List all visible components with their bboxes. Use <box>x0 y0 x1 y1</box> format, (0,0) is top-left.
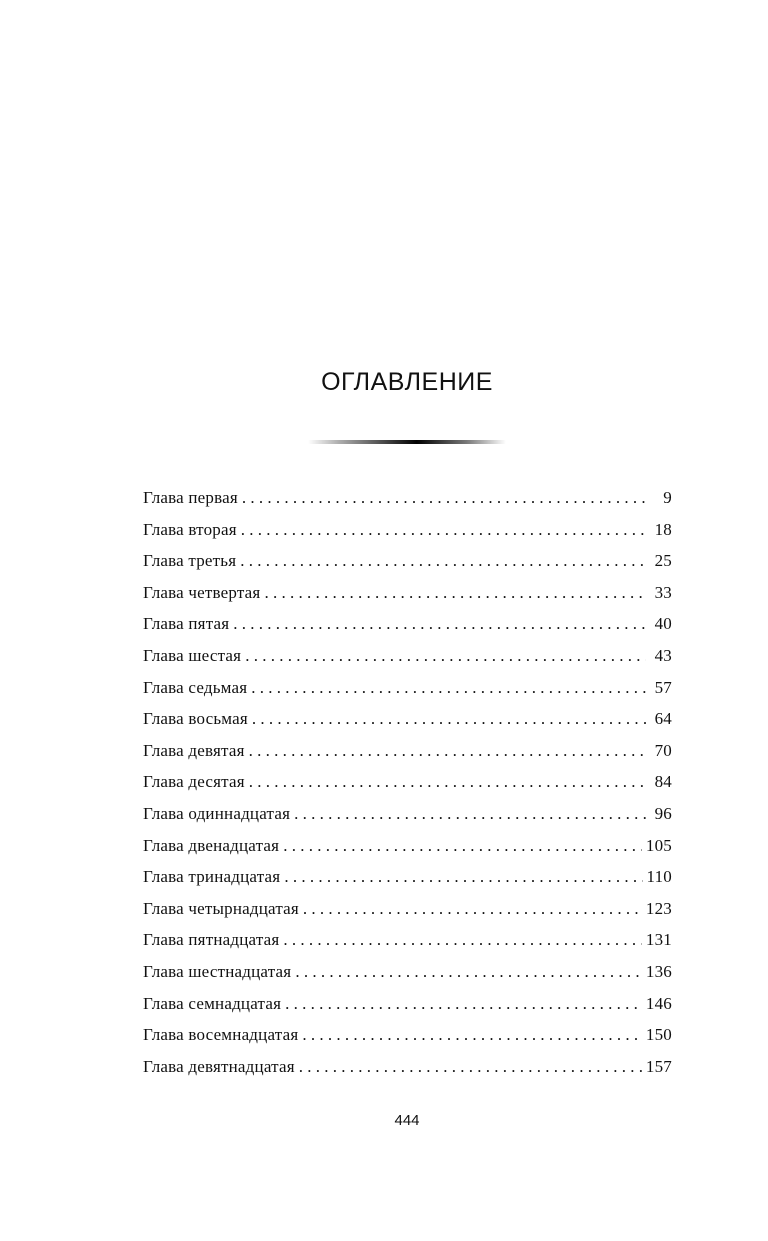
toc-dot-leader <box>241 520 646 540</box>
table-of-contents <box>143 488 672 1088</box>
toc-chapter-title: Глава семнадцатая <box>143 993 282 1013</box>
toc-page-number: 123 <box>645 898 672 918</box>
toc-entry[interactable] <box>143 899 672 931</box>
toc-page-number: 146 <box>645 993 672 1013</box>
toc-page-number: 157 <box>645 1056 672 1076</box>
toc-entry[interactable] <box>143 772 672 804</box>
toc-chapter-title: Глава девятнадцатая <box>143 1056 295 1076</box>
toc-dot-leader <box>242 488 646 508</box>
toc-entry[interactable] <box>143 994 672 1026</box>
toc-chapter-title: Глава четырнадцатая <box>143 898 299 918</box>
toc-entry[interactable] <box>143 1025 672 1057</box>
toc-chapter-title: Глава четвертая <box>143 582 261 602</box>
toc-chapter-title: Глава шестнадцатая <box>143 961 292 981</box>
toc-entry[interactable] <box>143 804 672 836</box>
toc-page-number: 110 <box>646 867 672 887</box>
toc-page-number: 57 <box>654 677 672 697</box>
toc-dot-leader <box>249 772 646 792</box>
toc-dot-leader <box>233 614 646 634</box>
toc-dot-leader <box>249 741 646 761</box>
toc-chapter-title: Глава вторая <box>143 519 237 539</box>
toc-entry[interactable] <box>143 678 672 710</box>
toc-chapter-title: Глава девятая <box>143 740 245 760</box>
toc-dot-leader <box>283 836 642 856</box>
toc-dot-leader <box>240 551 646 571</box>
toc-chapter-title: Глава одиннадцатая <box>143 803 291 823</box>
toc-dot-leader <box>245 646 646 666</box>
page-title: ОГЛАВЛЕНИЕ <box>321 368 493 396</box>
toc-page-number: 96 <box>654 803 672 823</box>
toc-dot-leader <box>264 583 646 603</box>
toc-dot-leader <box>299 1057 642 1077</box>
toc-chapter-title: Глава третья <box>143 551 237 571</box>
toc-entry[interactable] <box>143 930 672 962</box>
toc-entry[interactable] <box>143 520 672 552</box>
toc-dot-leader <box>295 962 642 982</box>
toc-chapter-title: Глава первая <box>143 488 238 507</box>
toc-dot-leader <box>302 1025 642 1045</box>
toc-chapter-title: Глава шестая <box>143 645 242 665</box>
toc-chapter-title: Глава двенадцатая <box>143 835 280 855</box>
toc-page-number: 70 <box>654 740 672 760</box>
toc-dot-leader <box>285 994 642 1014</box>
toc-chapter-title: Глава тринадцатая <box>143 867 281 887</box>
toc-chapter-title: Глава седьмая <box>143 677 248 697</box>
toc-chapter-title: Глава пятая <box>143 614 230 634</box>
toc-page-number: 131 <box>645 930 672 950</box>
page-number: 444 <box>394 1112 420 1129</box>
toc-entry[interactable] <box>143 614 672 646</box>
toc-page-number: 40 <box>654 614 672 634</box>
toc-chapter-title: Глава пятнадцатая <box>143 930 280 950</box>
toc-chapter-title: Глава восемнадцатая <box>143 1025 299 1045</box>
toc-page-number: 43 <box>654 645 672 665</box>
title-divider <box>308 440 506 444</box>
toc-dot-leader <box>283 930 641 950</box>
toc-page-number: 18 <box>654 519 672 539</box>
toc-entry[interactable] <box>143 1057 672 1089</box>
toc-entry[interactable] <box>143 583 672 615</box>
toc-entry[interactable] <box>143 646 672 678</box>
toc-entry[interactable] <box>143 962 672 994</box>
toc-dot-leader <box>284 867 642 887</box>
toc-page-number: 9 <box>663 488 672 507</box>
toc-entry[interactable] <box>143 867 672 899</box>
toc-entry[interactable] <box>143 709 672 741</box>
toc-page-number: 84 <box>654 772 672 792</box>
toc-page-number: 105 <box>645 835 672 855</box>
toc-chapter-title: Глава восьмая <box>143 709 248 729</box>
toc-dot-leader <box>303 899 642 919</box>
toc-chapter-title: Глава десятая <box>143 772 245 792</box>
toc-dot-leader <box>294 804 646 824</box>
toc-page-number: 64 <box>654 709 672 729</box>
toc-dot-leader <box>251 678 646 698</box>
toc-page-number: 150 <box>645 1025 672 1045</box>
toc-page-number: 33 <box>654 582 672 602</box>
toc-entry[interactable] <box>143 551 672 583</box>
toc-page-number: 136 <box>645 961 672 981</box>
toc-dot-leader <box>252 709 646 729</box>
toc-entry[interactable] <box>143 488 672 520</box>
toc-page-number: 25 <box>654 551 672 571</box>
toc-entry[interactable] <box>143 741 672 773</box>
toc-entry[interactable] <box>143 836 672 868</box>
